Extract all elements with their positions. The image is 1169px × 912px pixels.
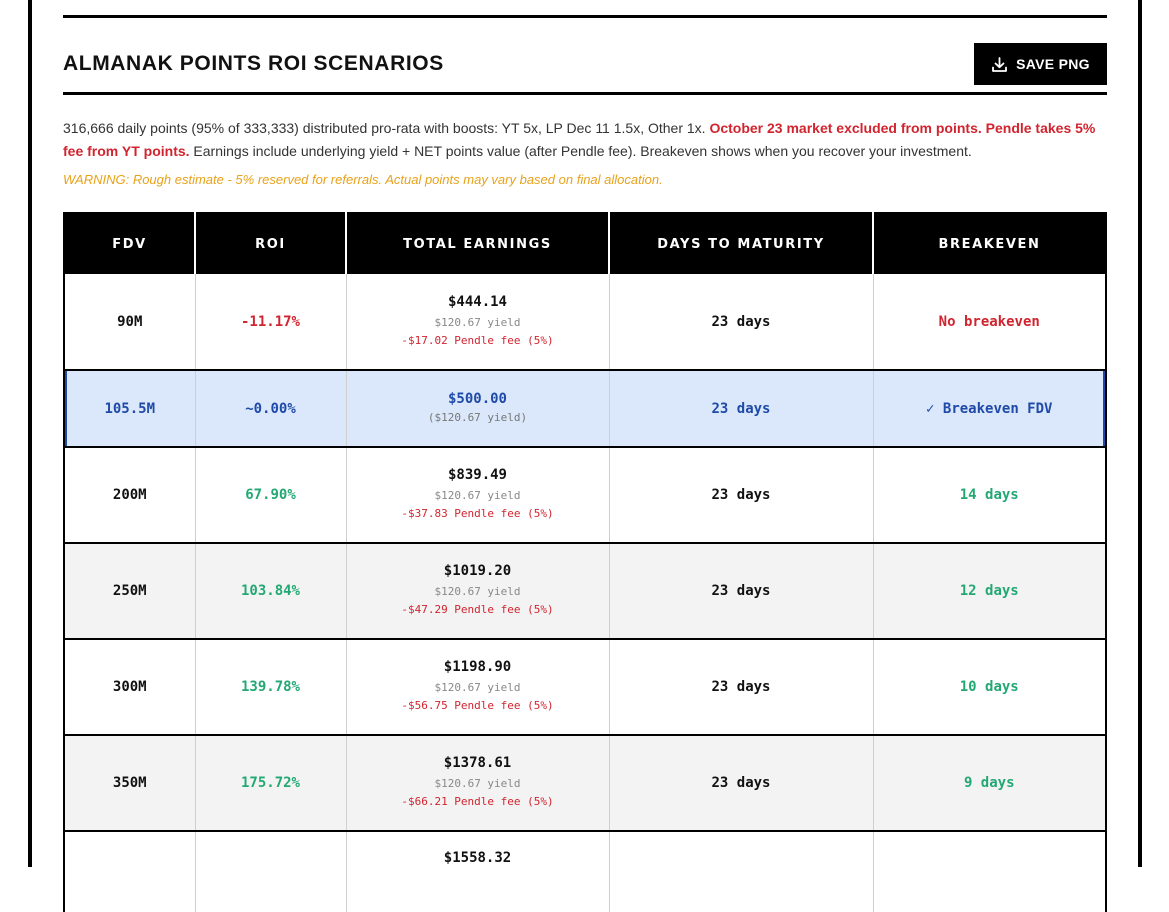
- earnings-cell: [346, 370, 609, 447]
- table-row: [65, 735, 1105, 831]
- earnings-total: $1558.32: [443, 850, 512, 866]
- table-row-breakeven-highlight: [65, 370, 1105, 447]
- earnings-yield: ($120.67 yield): [427, 410, 528, 424]
- days-cell: 23 days: [609, 543, 873, 639]
- breakeven-cell: 9 days: [873, 735, 1105, 831]
- earnings-total: $839.49: [447, 467, 507, 483]
- days-cell: 23 days: [609, 735, 873, 831]
- fdv-cell: 200M: [65, 447, 195, 543]
- earnings-cell: [346, 735, 609, 831]
- fdv-cell: 350M: [65, 735, 195, 831]
- roi-cell: 139.78%: [195, 639, 346, 735]
- breakeven-cell: 12 days: [873, 543, 1105, 639]
- earnings-total: $1198.90: [443, 659, 512, 675]
- breakeven-cell: ✓ Breakeven FDV: [873, 370, 1105, 447]
- header-days-to-maturity: DAYS TO MATURITY: [609, 213, 873, 274]
- earnings-total: $1019.20: [443, 563, 512, 579]
- download-icon: [991, 56, 1008, 73]
- earnings-yield: $120.67 yield: [434, 681, 521, 694]
- breakeven-cell: [873, 831, 1105, 912]
- earnings-pendle-fee: -$17.02 Pendle fee (5%): [401, 333, 554, 347]
- earnings-yield: $120.67 yield: [434, 585, 521, 598]
- roi-table: [65, 212, 1105, 912]
- roi-cell: [195, 831, 346, 912]
- description-text: 316,666 daily points (95% of 333,333) distributed pro-rata with boosts: YT 5x, LP Dec 11 1.5x, Other 1x.: [63, 120, 710, 136]
- days-cell: 23 days: [609, 370, 873, 447]
- days-cell: 23 days: [609, 639, 873, 735]
- breakeven-cell: 10 days: [873, 639, 1105, 735]
- header-divider: [63, 92, 1107, 95]
- table-row: [65, 274, 1105, 370]
- save-png-label: SAVE PNG: [1016, 56, 1090, 72]
- earnings-cell: [346, 274, 609, 370]
- page-title: ALMANAK POINTS ROI SCENARIOS: [63, 52, 444, 75]
- roi-cell: 175.72%: [195, 735, 346, 831]
- earnings-pendle-fee: -$47.29 Pendle fee (5%): [401, 603, 554, 616]
- fdv-cell: 90M: [65, 274, 195, 370]
- roi-cell: 67.90%: [195, 447, 346, 543]
- roi-cell: ~0.00%: [195, 370, 346, 447]
- earnings-pendle-fee: -$66.21 Pendle fee (5%): [401, 795, 554, 808]
- table-header-row: [65, 213, 1105, 274]
- breakeven-cell: No breakeven: [873, 274, 1105, 370]
- header-total-earnings: TOTAL EARNINGS: [346, 213, 609, 274]
- earnings-yield: $120.67 yield: [434, 489, 521, 502]
- table-row: [65, 447, 1105, 543]
- header-breakeven: BREAKEVEN: [873, 213, 1105, 274]
- earnings-yield: $120.67 yield: [434, 777, 521, 790]
- frame-right-border: [1138, 0, 1142, 867]
- earnings-total: $444.14: [447, 293, 507, 310]
- earnings-cell: [346, 639, 609, 735]
- top-divider: [63, 15, 1107, 18]
- description: [63, 117, 1107, 163]
- days-cell: [609, 831, 873, 912]
- earnings-cell: [346, 543, 609, 639]
- fdv-cell: 250M: [65, 543, 195, 639]
- header-fdv: FDV: [65, 213, 195, 274]
- table-row: [65, 543, 1105, 639]
- earnings-yield: $120.67 yield: [434, 315, 521, 329]
- warning-text: WARNING: Rough estimate - 5% reserved for referrals. Actual points may vary based on final allocation.: [63, 172, 663, 187]
- fdv-cell: 105.5M: [65, 370, 195, 447]
- days-cell: 23 days: [609, 447, 873, 543]
- description-text-2: Earnings include underlying yield + NET points value (after Pendle fee). Breakeven shows when you recover your investment.: [189, 143, 972, 159]
- table-row: [65, 639, 1105, 735]
- roi-cell: 103.84%: [195, 543, 346, 639]
- roi-card: [63, 0, 1107, 867]
- days-cell: 23 days: [609, 274, 873, 370]
- frame-left-border: [28, 0, 32, 867]
- table-row: [65, 831, 1105, 912]
- earnings-total: $500.00: [447, 390, 507, 407]
- earnings-cell: [346, 447, 609, 543]
- description-highlight: October 23 market excluded from points. Pendle takes 5% fee from YT points.: [63, 120, 1096, 159]
- earnings-cell: [346, 831, 609, 912]
- fdv-cell: 300M: [65, 639, 195, 735]
- roi-cell: -11.17%: [195, 274, 346, 370]
- earnings-pendle-fee: -$56.75 Pendle fee (5%): [401, 699, 554, 712]
- roi-table-container: [63, 212, 1107, 912]
- earnings-total: $1378.61: [443, 755, 512, 771]
- save-png-button[interactable]: [974, 43, 1107, 85]
- breakeven-cell: 14 days: [873, 447, 1105, 543]
- fdv-cell: [65, 831, 195, 912]
- header-roi: ROI: [195, 213, 346, 274]
- earnings-pendle-fee: -$37.83 Pendle fee (5%): [401, 507, 554, 520]
